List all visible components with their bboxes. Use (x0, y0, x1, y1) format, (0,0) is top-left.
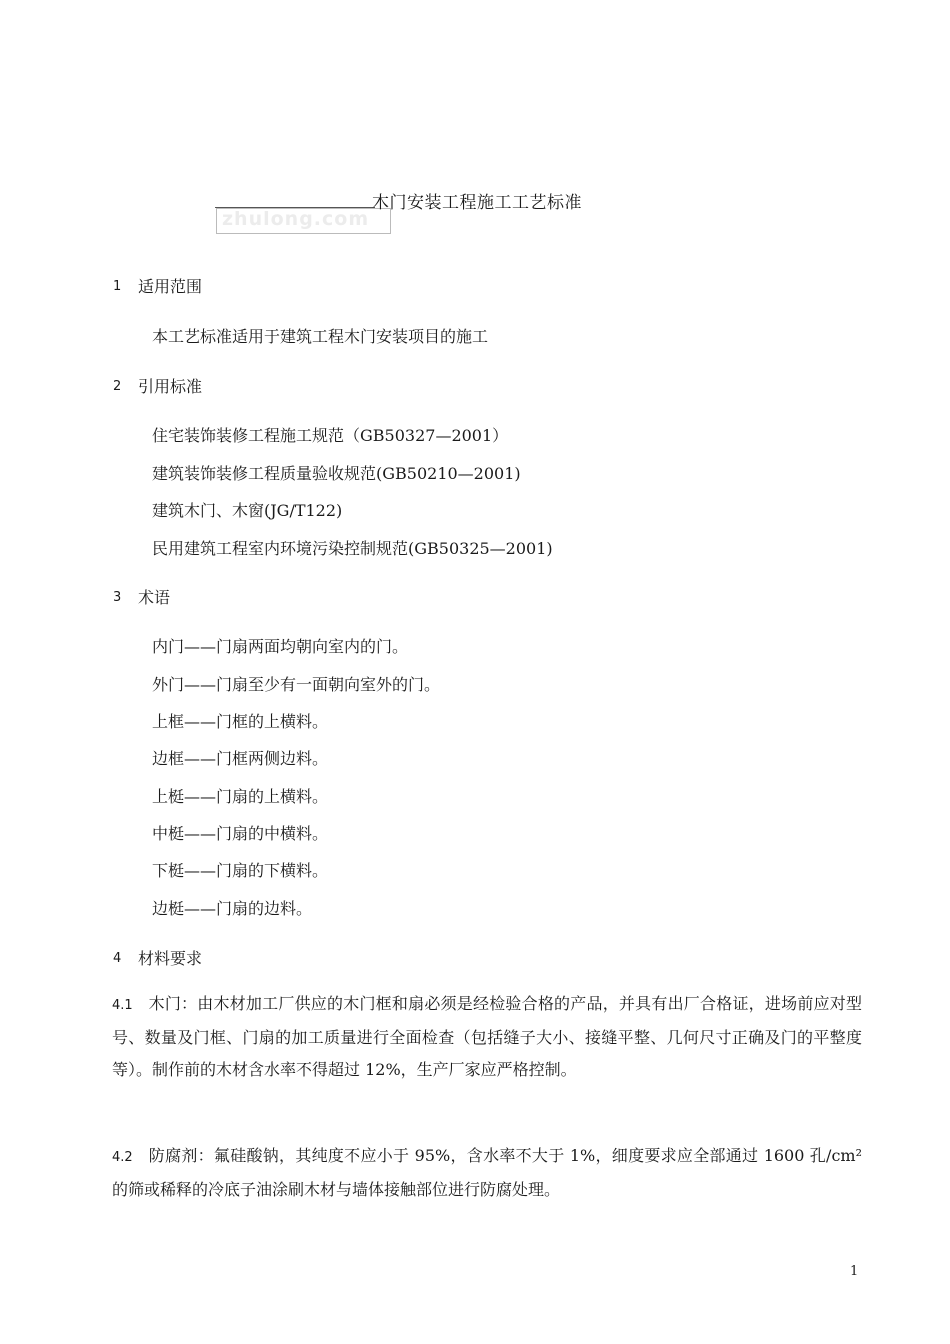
term-line: 边梃——门扇的边料。 (152, 899, 313, 918)
paragraph-4-1-number: 4.1 (112, 998, 133, 1013)
term-line: 上框——门框的上横料。 (152, 712, 329, 731)
term-line: 内门——门扇两面均朝向室内的门。 (152, 637, 409, 656)
document-title: 木门安装工程施工工艺标准 (372, 193, 582, 213)
section-1-line: 本工艺标准适用于建筑工程木门安装项目的施工 (152, 327, 489, 346)
paragraph-4-1 (112, 988, 862, 1086)
term-line: 边框——门框两侧边料。 (152, 749, 329, 768)
section-3-title: 术语 (138, 588, 171, 607)
term-line: 下梃——门扇的下横料。 (152, 861, 329, 880)
paragraph-4-2-number: 4.2 (112, 1150, 133, 1165)
section-4-title: 材料要求 (138, 949, 203, 968)
section-2-line: 住宅装饰装修工程施工规范（GB50327—2001） (152, 426, 509, 445)
section-1-number: 1 (113, 279, 122, 294)
section-2-title: 引用标准 (138, 377, 203, 396)
term-line: 外门——门扇至少有一面朝向室外的门。 (152, 675, 441, 694)
paragraph-4-2-text: 防腐剂：氟硅酸钠，其纯度不应小于 95%，含水率不大于 1%，细度要求应全部通过 1600 孔/cm² 的筛或稀释的冷底子油涂刷木材与墙体接触部位进行防腐处理。 (112, 1146, 862, 1199)
paragraph-4-1-text: 木门：由木材加工厂供应的木门框和扇必须是经检验合格的产品，并具有出厂合格证，进场前应对型号、数量及门框、门扇的加工质量进行全面检查（包括缝子大小、接缝平整、几何尺寸正确及门的平整度等）。制作前的木材含水率不得超过 12%，生产厂家应严格控制。 (112, 994, 862, 1079)
term-line: 中梃——门扇的中横料。 (152, 824, 329, 843)
section-4-number: 4 (113, 951, 122, 966)
section-2-line: 民用建筑工程室内环境污染控制规范(GB50325—2001) (152, 539, 553, 558)
paragraph-4-2 (112, 1140, 862, 1206)
section-2-number: 2 (113, 379, 122, 394)
page-number: 1 (850, 1264, 859, 1279)
section-1-title: 适用范围 (138, 277, 203, 296)
section-2-line: 建筑装饰装修工程质量验收规范(GB50210—2001) (152, 464, 521, 483)
term-line: 上梃——门扇的上横料。 (152, 787, 329, 806)
section-2-line: 建筑木门、木窗(JG/T122) (152, 501, 343, 520)
watermark-logo: zhulong.com (222, 208, 370, 230)
section-3-number: 3 (113, 590, 122, 605)
